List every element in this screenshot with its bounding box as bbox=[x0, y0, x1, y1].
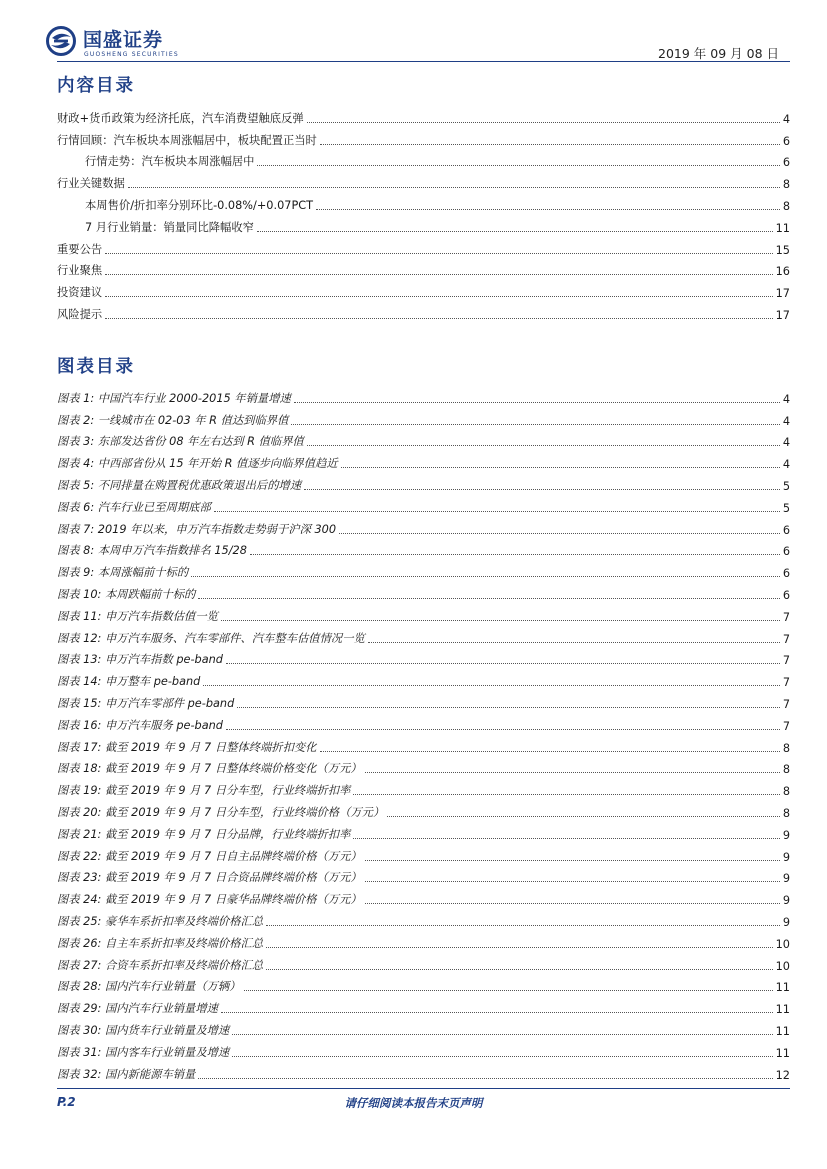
figure-entry[interactable] bbox=[57, 776, 790, 798]
page-number: P.2 bbox=[57, 1095, 76, 1109]
dot-leader bbox=[266, 924, 780, 926]
figure-entry[interactable] bbox=[57, 646, 790, 668]
figure-entry[interactable] bbox=[57, 624, 790, 646]
figure-entry[interactable] bbox=[57, 537, 790, 559]
dot-leader bbox=[232, 1055, 772, 1057]
figure-entry-text: 图表 31: 国内客车行业销量及增速 bbox=[57, 1045, 230, 1059]
figure-entry-page: 5 bbox=[782, 501, 790, 515]
figure-entry-text: 图表 20: 截至 2019 年 9 月 7 日分车型，行业终端价格（万元） bbox=[57, 805, 385, 819]
figure-entry[interactable] bbox=[57, 493, 790, 515]
dot-leader bbox=[304, 488, 780, 490]
figure-entry-page: 6 bbox=[782, 567, 790, 581]
figure-entry[interactable] bbox=[57, 449, 790, 471]
dot-leader bbox=[105, 273, 772, 275]
toc-list bbox=[57, 104, 790, 322]
dot-leader bbox=[191, 575, 780, 577]
dot-leader bbox=[291, 423, 779, 425]
figure-entry-page: 7 bbox=[782, 676, 790, 690]
figure-entry[interactable] bbox=[57, 929, 790, 951]
figure-entry-text: 图表 26: 自主车系折扣率及终端价格汇总 bbox=[57, 936, 264, 950]
toc-entry-page: 6 bbox=[782, 156, 790, 170]
figure-entry-text: 图表 25: 豪华车系折扣率及终端价格汇总 bbox=[57, 914, 264, 928]
figure-entry[interactable] bbox=[57, 1038, 790, 1060]
dot-leader bbox=[244, 989, 773, 991]
figure-entry[interactable] bbox=[57, 755, 790, 777]
dot-leader bbox=[266, 946, 773, 948]
dot-leader bbox=[221, 1011, 773, 1013]
figure-entry-text: 图表 28: 国内汽车行业销量（万辆） bbox=[57, 980, 241, 994]
toc-title: 内容目录 bbox=[57, 76, 135, 96]
toc-entry[interactable] bbox=[57, 191, 790, 213]
toc-entry-page: 16 bbox=[775, 265, 790, 279]
toc-entry[interactable] bbox=[57, 300, 790, 322]
brand-name-cn: 国盛证券 bbox=[83, 29, 164, 51]
dot-leader bbox=[316, 208, 780, 210]
figure-entry-page: 7 bbox=[782, 719, 790, 733]
figure-entry-text: 图表 2: 一线城市在 02-03 年 R 值达到临界值 bbox=[57, 413, 289, 427]
figure-entry-text: 图表 8: 本周申万汽车指数排名 15/28 bbox=[57, 544, 247, 558]
figure-entry-page: 7 bbox=[782, 632, 790, 646]
figure-entry[interactable] bbox=[57, 558, 790, 580]
figure-entry-page: 12 bbox=[775, 1068, 790, 1082]
figure-entry[interactable] bbox=[57, 689, 790, 711]
figure-entry-text: 图表 15: 申万汽车零部件 pe-band bbox=[57, 696, 235, 710]
figure-entry-page: 11 bbox=[775, 1046, 790, 1060]
toc-entry-page: 6 bbox=[782, 134, 790, 148]
figure-entry[interactable] bbox=[57, 667, 790, 689]
dot-leader bbox=[198, 1077, 772, 1079]
figure-entry-text: 图表 22: 截至 2019 年 9 月 7 日自主品牌终端价格（万元） bbox=[57, 849, 362, 863]
figure-entry-text: 图表 29: 国内汽车行业销量增速 bbox=[57, 1002, 218, 1016]
figure-entry-page: 9 bbox=[782, 850, 790, 864]
figure-entry-page: 7 bbox=[782, 697, 790, 711]
figure-entry[interactable] bbox=[57, 384, 790, 406]
toc-entry[interactable] bbox=[57, 213, 790, 235]
dot-leader bbox=[105, 317, 772, 319]
dot-leader bbox=[307, 121, 780, 123]
figure-entry[interactable] bbox=[57, 733, 790, 755]
figure-entry-text: 图表 21: 截至 2019 年 9 月 7 日分品牌，行业终端折扣率 bbox=[57, 827, 351, 841]
toc-entry-page: 8 bbox=[782, 178, 790, 192]
dot-leader bbox=[105, 252, 772, 254]
figure-entry[interactable] bbox=[57, 515, 790, 537]
toc-entry-text: 财政+货币政策为经济托底，汽车消费望触底反弹 bbox=[57, 111, 304, 125]
figure-entry-page: 4 bbox=[782, 458, 790, 472]
report-date: 2019 年 09 月 08 日 bbox=[658, 46, 779, 61]
figure-entry[interactable] bbox=[57, 798, 790, 820]
dot-leader bbox=[226, 728, 780, 730]
figure-entry-page: 8 bbox=[782, 741, 790, 755]
toc-entry-page: 4 bbox=[782, 112, 790, 126]
figure-entry-text: 图表 14: 申万整车 pe-band bbox=[57, 675, 201, 689]
figure-entry-text: 图表 10: 本周跌幅前十标的 bbox=[57, 587, 196, 601]
dot-leader bbox=[257, 230, 773, 232]
figure-entry-text: 图表 24: 截至 2019 年 9 月 7 日豪华品牌终端价格（万元） bbox=[57, 893, 362, 907]
figure-entry-text: 图表 4: 中西部省份从 15 年开始 R 值逐步向临界值趋近 bbox=[57, 457, 338, 471]
figure-entry-page: 9 bbox=[782, 872, 790, 886]
toc-entry[interactable] bbox=[57, 148, 790, 170]
dot-leader bbox=[387, 815, 780, 817]
dot-leader bbox=[250, 553, 780, 555]
dot-leader bbox=[198, 597, 779, 599]
toc-entry-text: 行情回顾：汽车板块本周涨幅居中，板块配置正当时 bbox=[57, 133, 317, 147]
toc-entry-page: 8 bbox=[782, 199, 790, 213]
toc-entry-text: 投资建议 bbox=[57, 286, 103, 300]
dot-leader bbox=[105, 295, 772, 297]
dot-leader bbox=[232, 1033, 772, 1035]
dot-leader bbox=[257, 164, 779, 166]
dot-leader bbox=[353, 793, 779, 795]
figure-entry-page: 6 bbox=[782, 545, 790, 559]
figure-entry-text: 图表 30: 国内货车行业销量及增速 bbox=[57, 1023, 230, 1037]
figure-entry[interactable] bbox=[57, 842, 790, 864]
figure-entry[interactable] bbox=[57, 711, 790, 733]
figure-entry-page: 11 bbox=[775, 981, 790, 995]
toc-entry[interactable] bbox=[57, 257, 790, 279]
figure-entry-page: 8 bbox=[782, 785, 790, 799]
figure-entry-text: 图表 11: 申万汽车指数估值一览 bbox=[57, 609, 218, 623]
figure-entry-text: 图表 18: 截至 2019 年 9 月 7 日整体终端价格变化（万元） bbox=[57, 762, 362, 776]
toc-entry-text: 风险提示 bbox=[57, 307, 103, 321]
toc-entry[interactable] bbox=[57, 126, 790, 148]
dot-leader bbox=[365, 859, 780, 861]
figure-entry[interactable] bbox=[57, 406, 790, 428]
figure-entry[interactable] bbox=[57, 885, 790, 907]
figure-entry[interactable] bbox=[57, 1060, 790, 1082]
figure-entry-text: 图表 9: 本周涨幅前十标的 bbox=[57, 566, 189, 580]
figure-entry-page: 11 bbox=[775, 1024, 790, 1038]
dot-leader bbox=[365, 880, 780, 882]
figure-entry[interactable] bbox=[57, 907, 790, 929]
figure-entry-page: 4 bbox=[782, 436, 790, 450]
figure-entry-page: 6 bbox=[782, 523, 790, 537]
figure-entry-page: 8 bbox=[782, 806, 790, 820]
figure-entry-text: 图表 5: 不同排量在购置税优惠政策退出后的增速 bbox=[57, 478, 302, 492]
figure-entry-page: 7 bbox=[782, 654, 790, 668]
figure-entry-text: 图表 17: 截至 2019 年 9 月 7 日整体终端折扣变化 bbox=[57, 740, 317, 754]
footer-divider bbox=[57, 1088, 790, 1089]
figure-entry-page: 6 bbox=[782, 588, 790, 602]
dot-leader bbox=[294, 401, 780, 403]
dot-leader bbox=[320, 750, 780, 752]
brand-logo-icon bbox=[46, 26, 80, 56]
figure-entry[interactable] bbox=[57, 820, 790, 842]
dot-leader bbox=[214, 510, 780, 512]
toc-entry[interactable] bbox=[57, 104, 790, 126]
toc-entry-page: 17 bbox=[775, 308, 790, 322]
dot-leader bbox=[226, 662, 780, 664]
figure-entry-page: 4 bbox=[782, 392, 790, 406]
figure-entry-page: 10 bbox=[775, 937, 790, 951]
figure-entry-text: 图表 16: 申万汽车服务 pe-band bbox=[57, 718, 223, 732]
figure-entry-page: 11 bbox=[775, 1003, 790, 1017]
figure-entry-page: 7 bbox=[782, 610, 790, 624]
dot-leader bbox=[128, 186, 780, 188]
figure-entry-text: 图表 6: 汽车行业已至周期底部 bbox=[57, 500, 211, 514]
figure-entry-text: 图表 23: 截至 2019 年 9 月 7 日合资品牌终端价格（万元） bbox=[57, 871, 362, 885]
toc-entry[interactable] bbox=[57, 278, 790, 300]
dot-leader bbox=[221, 619, 780, 621]
figure-entry[interactable] bbox=[57, 973, 790, 995]
toc-entry[interactable] bbox=[57, 235, 790, 257]
header-divider bbox=[57, 61, 790, 62]
dot-leader bbox=[339, 532, 780, 534]
figure-list bbox=[57, 384, 790, 1082]
figure-entry-text: 图表 3: 东部发达省份 08 年左右达到 R 值临界值 bbox=[57, 435, 304, 449]
figure-entry[interactable] bbox=[57, 428, 790, 450]
figure-entry-page: 9 bbox=[782, 915, 790, 929]
figure-entry-page: 10 bbox=[775, 959, 790, 973]
toc-entry-text: 行业聚焦 bbox=[57, 264, 103, 278]
dot-leader bbox=[365, 771, 780, 773]
figure-entry-text: 图表 27: 合资车系折扣率及终端价格汇总 bbox=[57, 958, 264, 972]
figure-entry[interactable] bbox=[57, 951, 790, 973]
figure-entry-text: 图表 19: 截至 2019 年 9 月 7 日分车型，行业终端折扣率 bbox=[57, 784, 351, 798]
dot-leader bbox=[368, 641, 780, 643]
figure-entry-page: 9 bbox=[782, 828, 790, 842]
figure-entry[interactable] bbox=[57, 602, 790, 624]
dot-leader bbox=[365, 902, 780, 904]
figure-entry-text: 图表 13: 申万汽车指数 pe-band bbox=[57, 653, 223, 667]
dot-leader bbox=[203, 684, 779, 686]
toc-entry-text: 行情走势：汽车板块本周涨幅居中 bbox=[85, 155, 255, 169]
figure-entry[interactable] bbox=[57, 580, 790, 602]
figure-entry[interactable] bbox=[57, 1016, 790, 1038]
figure-entry-page: 9 bbox=[782, 894, 790, 908]
figure-entry-text: 图表 1: 中国汽车行业 2000-2015 年销量增速 bbox=[57, 391, 291, 405]
figure-entry-text: 图表 12: 申万汽车服务、汽车零部件、汽车整车估值情况一览 bbox=[57, 631, 365, 645]
toc-entry-page: 15 bbox=[775, 243, 790, 257]
figure-entry-text: 图表 7: 2019 年以来，申万汽车指数走势弱于沪深 300 bbox=[57, 522, 337, 536]
figure-entry[interactable] bbox=[57, 471, 790, 493]
toc-entry-text: 行业关键数据 bbox=[57, 177, 125, 191]
figure-entry[interactable] bbox=[57, 864, 790, 886]
figure-entry-page: 5 bbox=[782, 479, 790, 493]
footer-disclaimer: 请仔细阅读本报告末页声明 bbox=[344, 1096, 483, 1110]
dot-leader bbox=[341, 466, 780, 468]
figure-entry-page: 8 bbox=[782, 763, 790, 777]
toc-entry-text: 本周售价/折扣率分别环比-0.08%/+0.07PCT bbox=[85, 198, 314, 212]
figure-entry-text: 图表 32: 国内新能源车销量 bbox=[57, 1067, 196, 1081]
figure-entry[interactable] bbox=[57, 994, 790, 1016]
page-header bbox=[0, 0, 827, 64]
toc-entry-page: 17 bbox=[775, 287, 790, 301]
dot-leader bbox=[237, 706, 780, 708]
dot-leader bbox=[320, 143, 780, 145]
brand-name-en: GUOSHENG SECURITIES bbox=[84, 51, 179, 58]
figure-list-title: 图表目录 bbox=[57, 357, 135, 377]
dot-leader bbox=[266, 968, 773, 970]
toc-entry-page: 11 bbox=[775, 221, 790, 235]
figure-entry-page: 4 bbox=[782, 414, 790, 428]
toc-entry-text: 重要公告 bbox=[57, 242, 103, 256]
dot-leader bbox=[353, 837, 779, 839]
toc-entry-text: 7 月行业销量：销量同比降幅收窄 bbox=[85, 220, 254, 234]
dot-leader bbox=[307, 444, 780, 446]
toc-entry[interactable] bbox=[57, 169, 790, 191]
